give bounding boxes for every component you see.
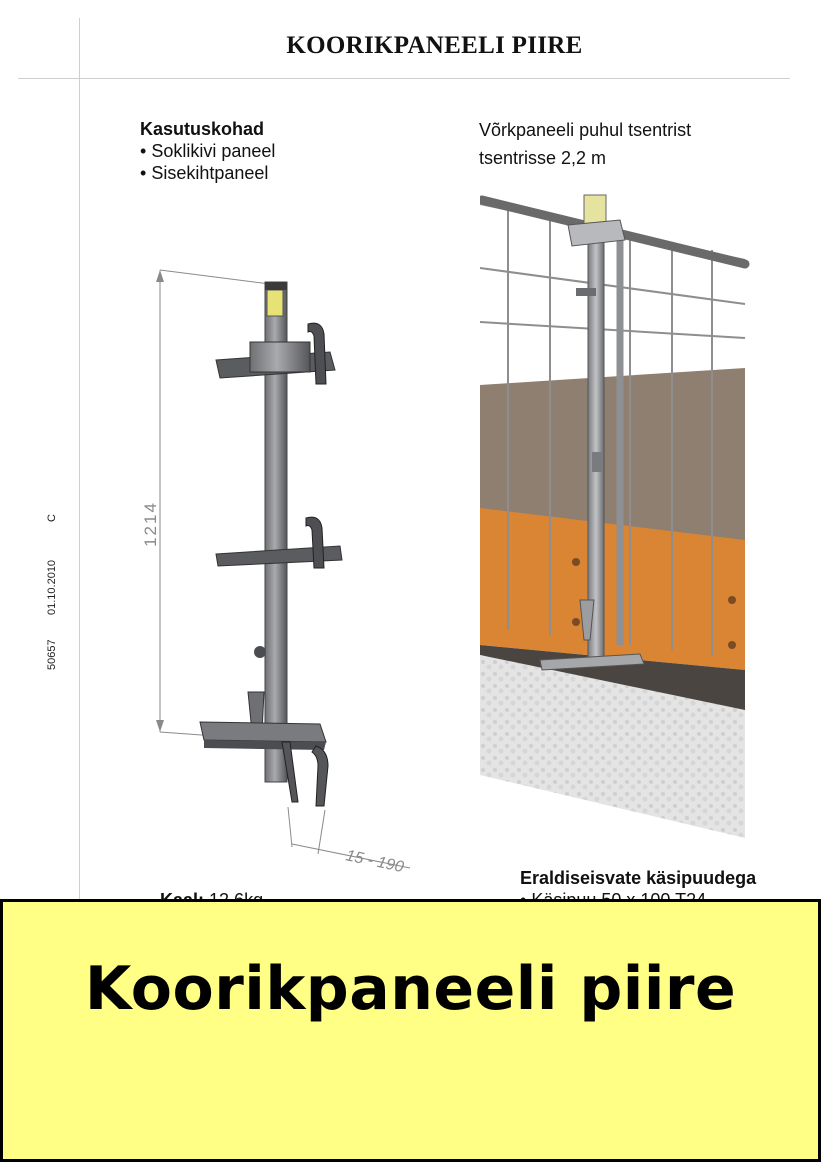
document-number: 50657 bbox=[46, 639, 58, 670]
header-rule bbox=[18, 78, 790, 79]
usage-heading: Kasutuskohad bbox=[140, 119, 265, 139]
usage-item: • Soklikivi paneel bbox=[140, 140, 275, 162]
mesh-panel-note bbox=[479, 116, 691, 172]
margin-vertical-rule bbox=[79, 18, 80, 918]
usage-item: • Sisekihtpaneel bbox=[140, 162, 275, 184]
usage-section bbox=[140, 118, 275, 184]
banner-title: Koorikpaneeli piire bbox=[84, 954, 737, 1024]
mesh-note-line: tsentrisse 2,2 m bbox=[479, 148, 607, 168]
guardrail-post-illustration bbox=[120, 262, 440, 882]
range-dimension-label: 15 - 190 bbox=[344, 847, 406, 877]
installation-illustration bbox=[480, 190, 750, 840]
side-document-code bbox=[46, 510, 58, 670]
title-banner bbox=[0, 899, 821, 1162]
document-revision: C bbox=[46, 514, 58, 522]
separate-rails-heading: Eraldiseisvate käsipuudega bbox=[520, 868, 757, 888]
height-dimension-label: 1214 bbox=[141, 501, 160, 547]
document-date: 01.10.2010 bbox=[46, 559, 58, 615]
page-title: KOORIKPANEELI PIIRE bbox=[286, 32, 583, 59]
mesh-note-line: Võrkpaneeli puhul tsentrist bbox=[479, 120, 692, 140]
